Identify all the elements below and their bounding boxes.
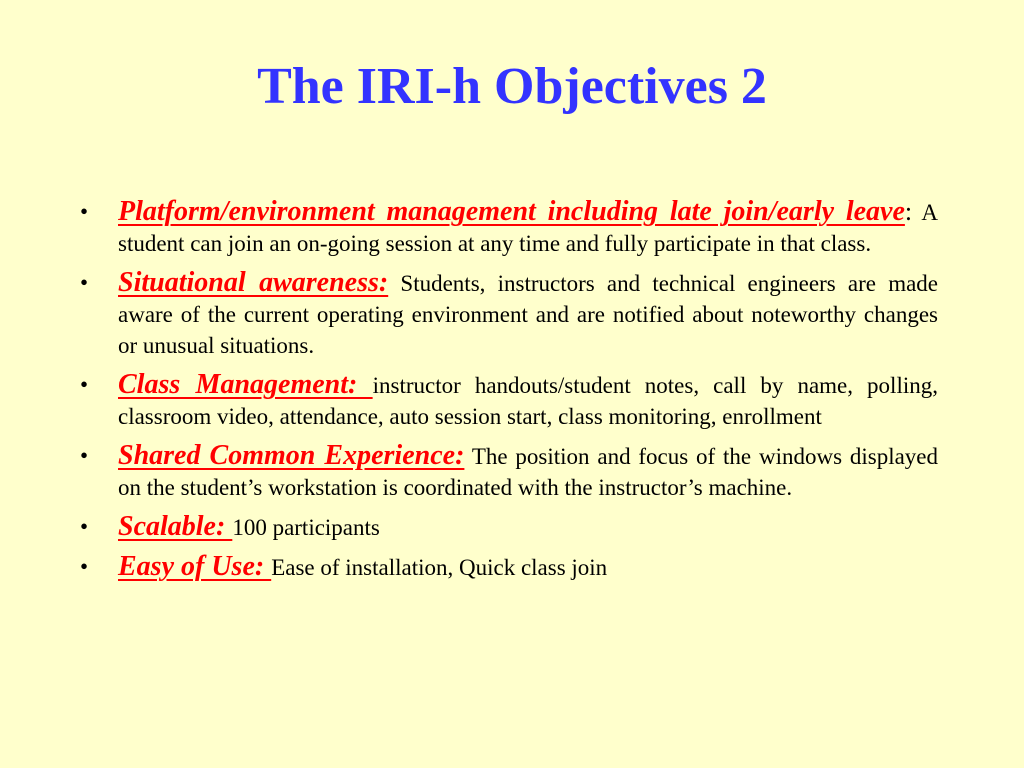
item-description: Ease of installation, Quick class join <box>271 555 608 580</box>
objectives-list <box>80 196 938 591</box>
item-description: The position and focus of the windows displayed on the student’s workstation is coordinated with the instructor’s machine. <box>118 444 939 500</box>
item-separator: : <box>904 197 913 226</box>
item-description: instructor handouts/student notes, call by name, polling, classroom video, attendance, auto session start, class monitoring, enrollment <box>118 373 938 429</box>
bullet-icon: • <box>80 199 89 224</box>
item-term: Platform/environment management including late join/early leave <box>118 196 905 227</box>
item-term: Class Management: <box>118 369 373 400</box>
bullet-icon: • <box>80 554 89 579</box>
list-item <box>80 511 938 543</box>
slide-title: The IRI-h Objectives 2 <box>257 58 767 115</box>
item-term: Scalable: <box>118 511 233 542</box>
bullet-icon: • <box>80 443 89 468</box>
bullet-icon: • <box>80 270 89 295</box>
item-term: Shared Common Experience: <box>118 440 465 471</box>
item-description: A student can join an on-going session at any time and fully participate in that class. <box>118 200 938 256</box>
list-item <box>80 267 938 361</box>
bullet-icon: • <box>80 372 89 397</box>
item-term: Easy of Use: <box>118 551 272 582</box>
list-item <box>80 369 938 432</box>
list-item <box>80 440 938 503</box>
bullet-icon: • <box>80 514 89 539</box>
item-description: 100 participants <box>232 515 380 540</box>
list-item <box>80 551 938 583</box>
item-term: Situational awareness: <box>118 267 389 298</box>
item-description: Students, instructors and technical engineers are made aware of the current operating environment and are notified about noteworthy changes or unusual situations. <box>118 271 938 358</box>
list-item <box>80 196 938 259</box>
